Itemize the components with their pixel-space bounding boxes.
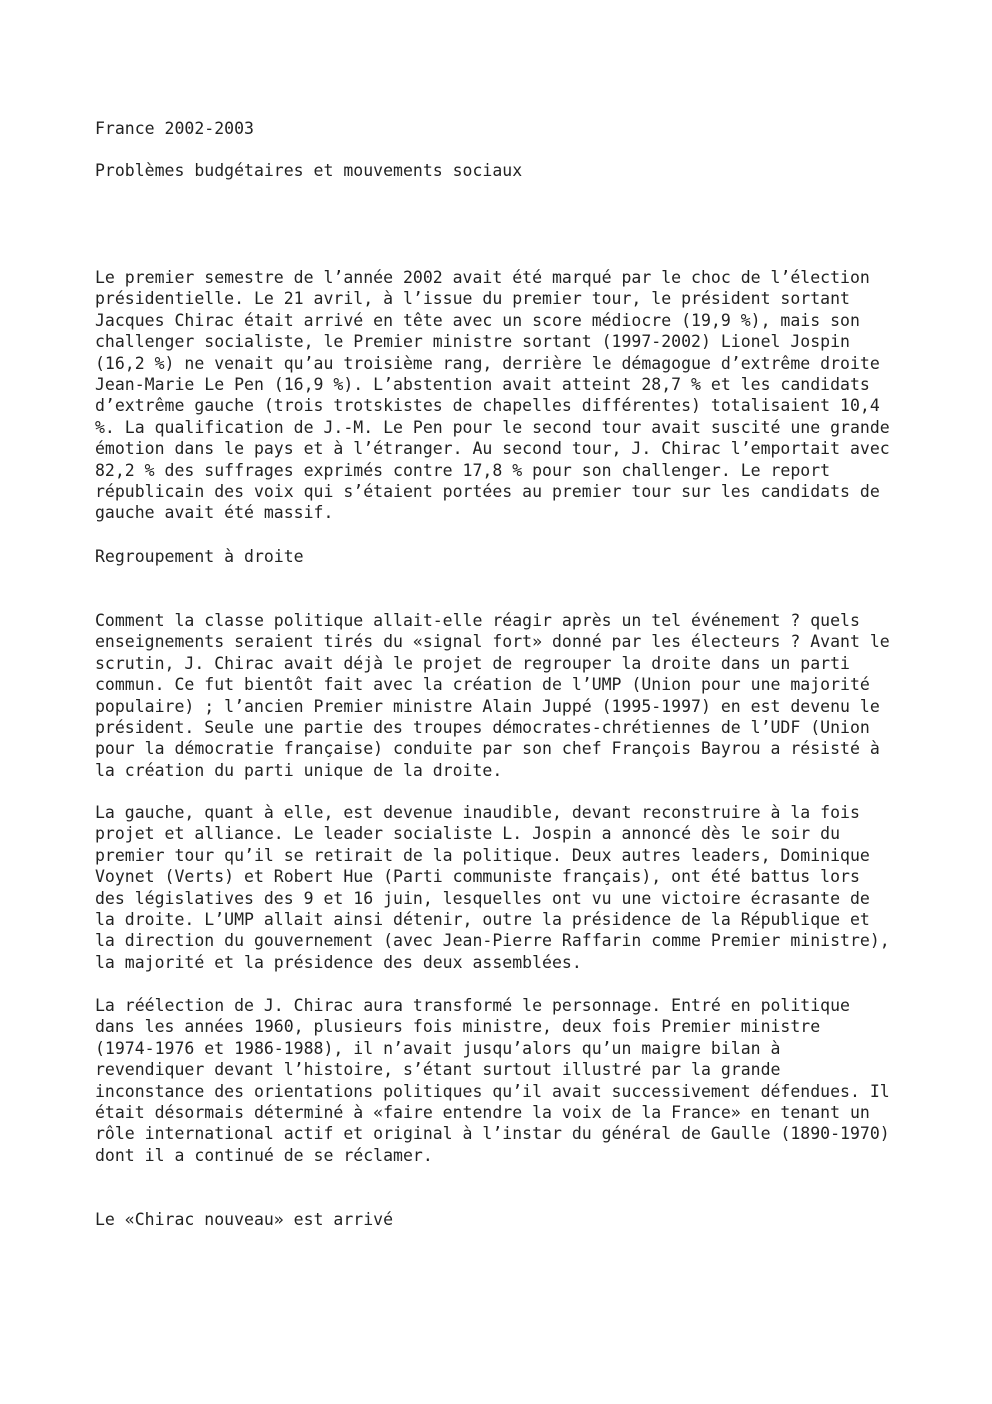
section-heading-regroupement: Regroupement à droite (95, 547, 304, 566)
paragraph-gauche: La gauche, quant à elle, est devenue inaudible, devant reconstruire à la fois projet et alliance. Le leader socialiste L. Jospin a annoncé dès le soir du premier tour qu’il se retirait de la politique. Deux autres leaders, Dominique Voynet (Verts) et Robert Hue (Parti communiste français), ont été battus lors des législatives des 9 et 16 juin, lesquelles ont vu une victoire écrasante de la droite. L’UMP allait ainsi détenir, outre la présidence de la République et la direction du gouvernement (avec Jean-Pierre Raffarin comme Premier ministre), la majorité et la présidence des deux assemblées. (95, 803, 890, 972)
paragraph-classe-politique: Comment la classe politique allait-elle réagir après un tel événement ? quels enseignements seraient tirés du «signal fort» donné par les électeurs ? Avant le scrutin, J. Chirac avait déjà le projet de regrouper la droite dans un parti commun. Ce fut bientôt fait avec la création de l’UMP (Union pour une majorité populaire) ; l’ancien Premier ministre Alain Juppé (1995-1997) en est devenu le président. Seule une partie des troupes démocrates-chrétiennes de l’UDF (Union pour la démocratie française) conduite par son chef François Bayrou a résisté à la création du parti unique de la droite. (95, 611, 890, 780)
section-heading-chirac-nouveau: Le «Chirac nouveau» est arrivé (95, 1210, 394, 1229)
paragraph-reelection: La réélection de J. Chirac aura transformé le personnage. Entré en politique dans les années 1960, plusieurs fois ministre, deux fois Premier ministre (1974-1976 et 1986-1988), il n’avait jusqu’alors qu’un maigre bilan à revendiquer devant l’histoire, s’étant surtout illustré par la grande inconstance des orientations politiques qu’il avait successivement défendues. Il était désormais déterminé à «faire entendre la voix de la France» en tenant un rôle international actif et original à l’instar du général de Gaulle (1890-1970) dont il a continué de se réclamer. (95, 996, 890, 1165)
paragraph-election: Le premier semestre de l’année 2002 avait été marqué par le choc de l’élection présidentielle. Le 21 avril, à l’issue du premier tour, le président sortant Jacques Chirac était arrivé en tête avec un score médiocre (19,9 %), mais son challenger socialiste, le Premier ministre sortant (1997-2002) Lionel Jospin (16,2 %) ne venait qu’au troisième rang, derrière le démagogue d’extrême droite Jean-Marie Le Pen (16,9 %). L’abstention avait atteint 28,7 % et les candidats d’extrême gauche (trois trotskistes de chapelles différentes) totalisaient 10,4 %. La qualification de J.-M. Le Pen pour le second tour avait suscité une grande émotion dans le pays et à l’étranger. Au second tour, J. Chirac l’emportait avec 82,2 % des suffrages exprimés contre 17,8 % pour son challenger. Le report républicain des voix qui s’étaient portées au premier tour sur les candidats de gauche avait été massif. (95, 268, 890, 523)
document-subtitle: Problèmes budgétaires et mouvements sociaux (95, 161, 523, 180)
document-title: France 2002-2003 (95, 119, 254, 138)
